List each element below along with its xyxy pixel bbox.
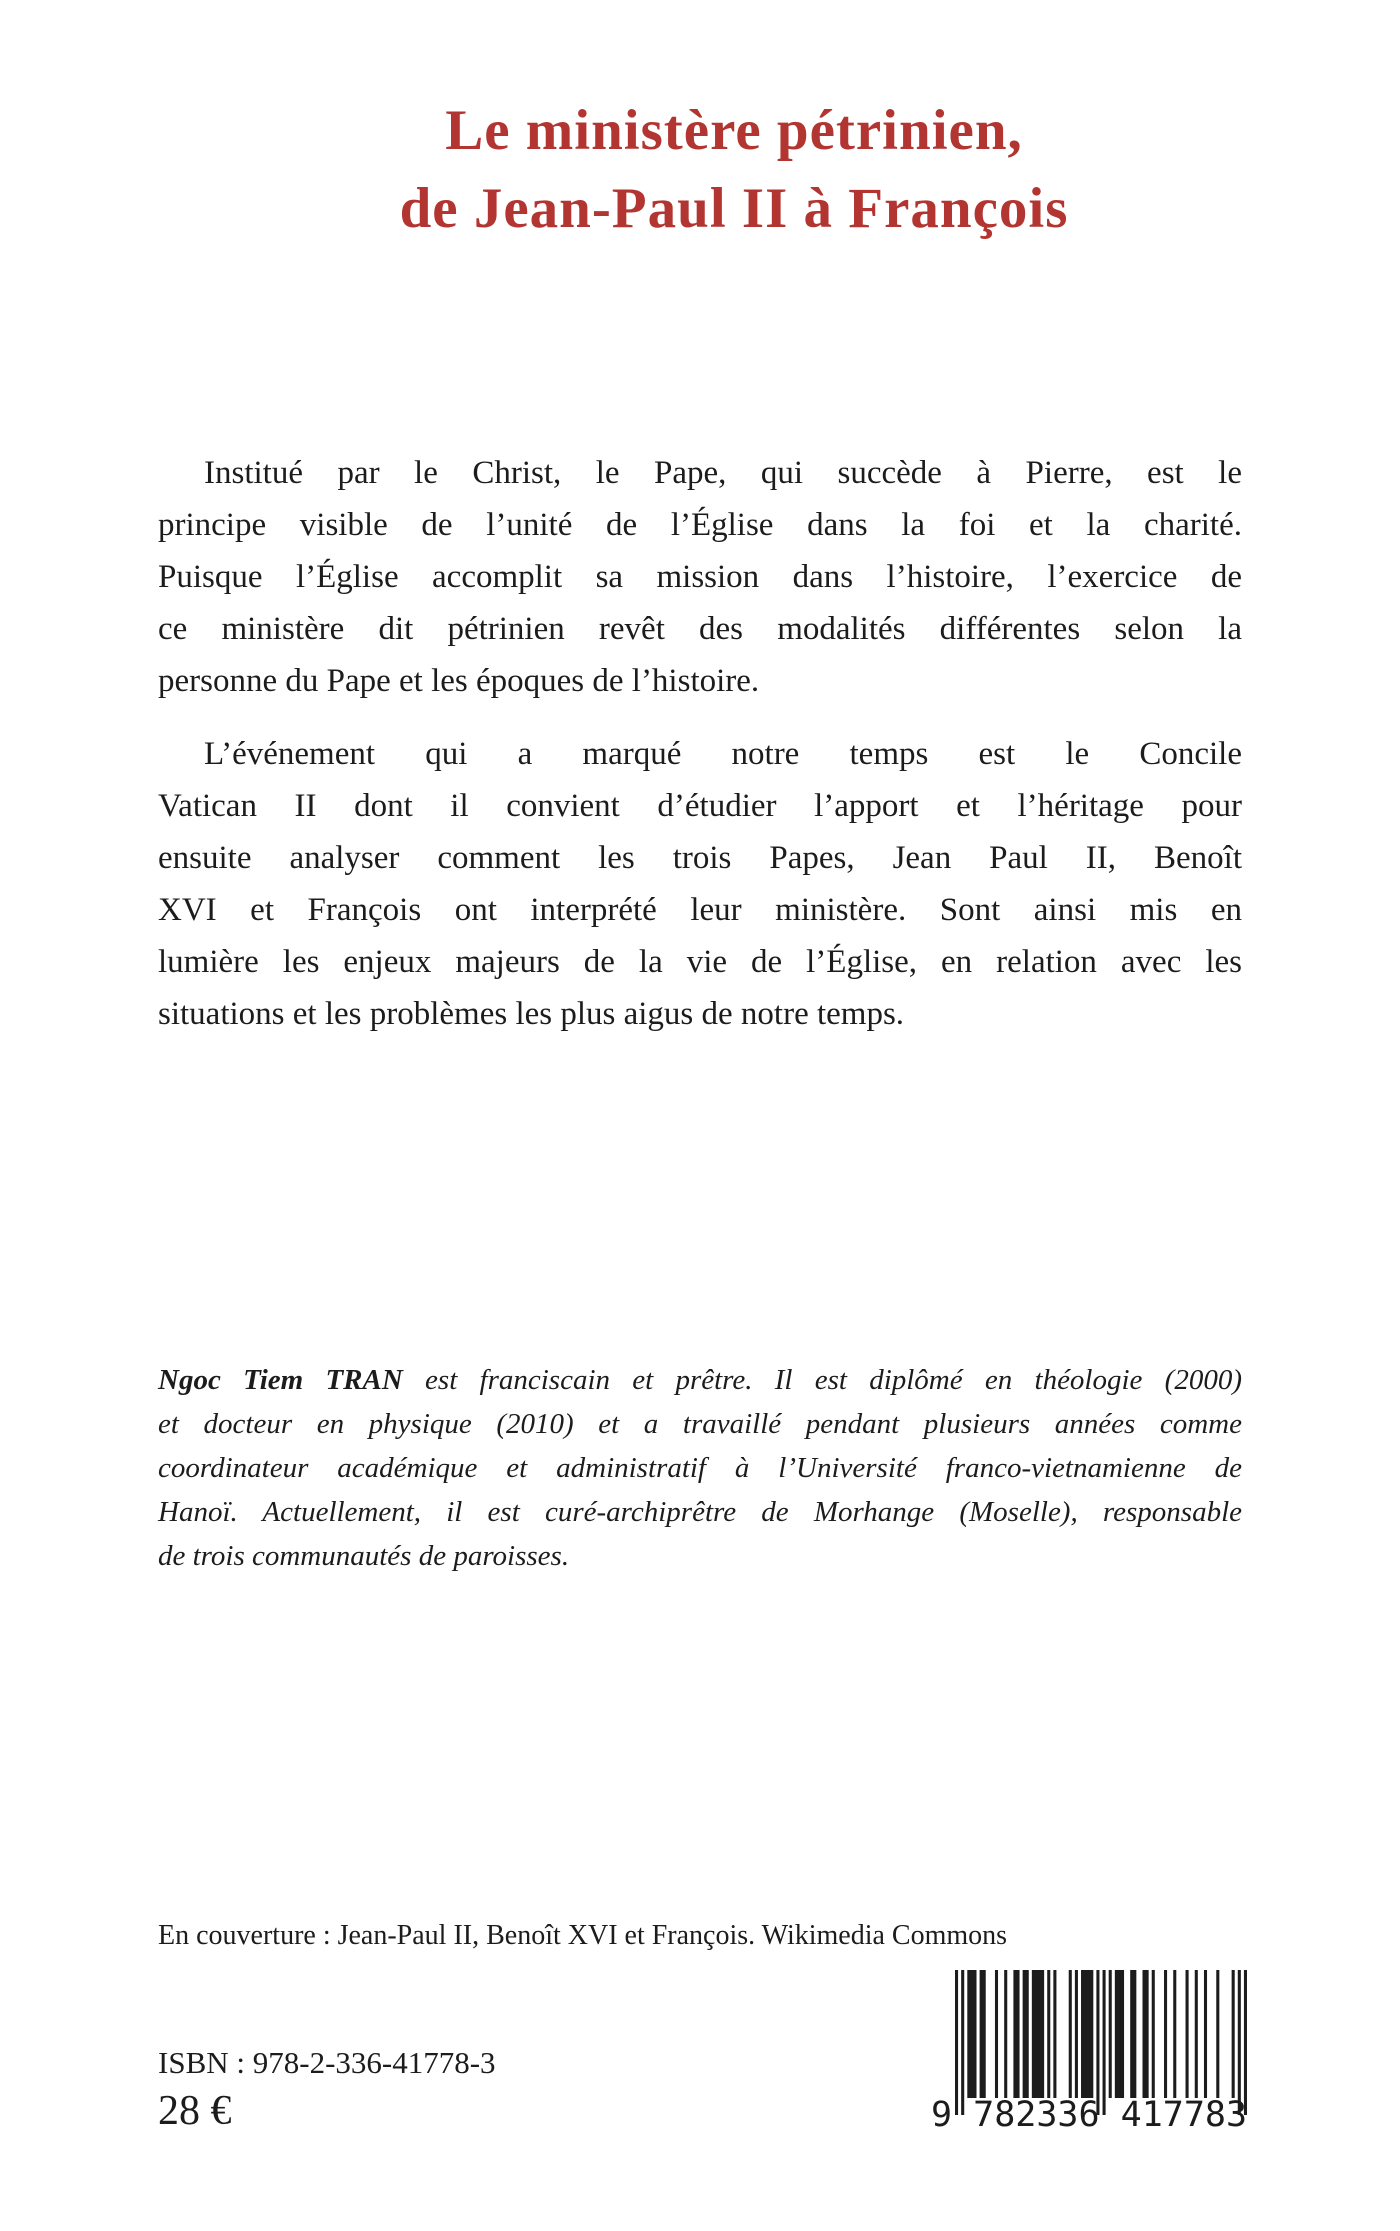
synopsis-paragraph-1: [158, 447, 1242, 707]
text-line: XVI et François ont interprété leur ministère. Sont ainsi mis en: [158, 892, 1242, 928]
text-line: lumière les enjeux majeurs de la vie de l’Église, en relation avec les: [158, 944, 1242, 980]
text-line: Hanoï. Actuellement, il est curé-archiprêtre de Morhange (Moselle), responsable: [158, 1496, 1242, 1528]
synopsis: [158, 447, 1242, 1040]
text-line: ce ministère dit pétrinien revêt des modalités différentes selon la: [158, 611, 1242, 647]
book-title-line2: de Jean-Paul II à François: [399, 177, 1069, 240]
text-line: et docteur en physique (2010) et a travaillé pendant plusieurs années comme: [158, 1408, 1242, 1440]
text-line: de trois communautés de paroisses.: [158, 1540, 570, 1572]
bio-first-line: [158, 1358, 1242, 1402]
cover-credit: En couverture : Jean-Paul II, Benoît XVI et François. Wikimedia Commons: [158, 1920, 1008, 1951]
book-title-line1: Le ministère pétrinien,: [445, 99, 1023, 162]
barcode: [931, 1970, 1248, 2145]
bio-lines: [158, 1402, 1242, 1578]
text-line: Vatican II dont il convient d’étudier l’apport et l’héritage pour: [158, 788, 1242, 824]
synopsis-paragraph-2: [158, 728, 1242, 1040]
barcode-bars: [955, 1970, 1247, 2115]
text-line: ensuite analyser comment les trois Papes, Jean Paul II, Benoît: [158, 840, 1242, 876]
isbn-text: ISBN : 978-2-336-41778-3: [158, 2045, 496, 2080]
author-name: Ngoc Tiem TRAN: [158, 1364, 403, 1396]
text-line: Puisque l’Église accomplit sa mission dans l’histoire, l’exercice de: [158, 559, 1242, 595]
text-line: coordinateur académique et administratif à l’Université franco-vietnamienne de: [158, 1452, 1242, 1484]
text-line: principe visible de l’unité de l’Église dans la foi et la charité.: [158, 507, 1242, 543]
text-line: L’événement qui a marqué notre temps est le Concile: [204, 736, 1242, 772]
book-title: [0, 92, 1400, 248]
price-text: 28 €: [158, 2088, 232, 2134]
text-line: personne du Pape et les époques de l’histoire.: [158, 663, 760, 699]
text-line: situations et les problèmes les plus aigus de notre temps.: [158, 996, 905, 1032]
bio-first-line-rest: est franciscain et prêtre. Il est diplômé en théologie (2000): [402, 1364, 1242, 1396]
author-bio: [158, 1358, 1242, 1578]
barcode-digits: 9 782336 417783: [931, 2095, 1248, 2135]
text-line: Institué par le Christ, le Pape, qui succède à Pierre, est le: [204, 455, 1242, 491]
